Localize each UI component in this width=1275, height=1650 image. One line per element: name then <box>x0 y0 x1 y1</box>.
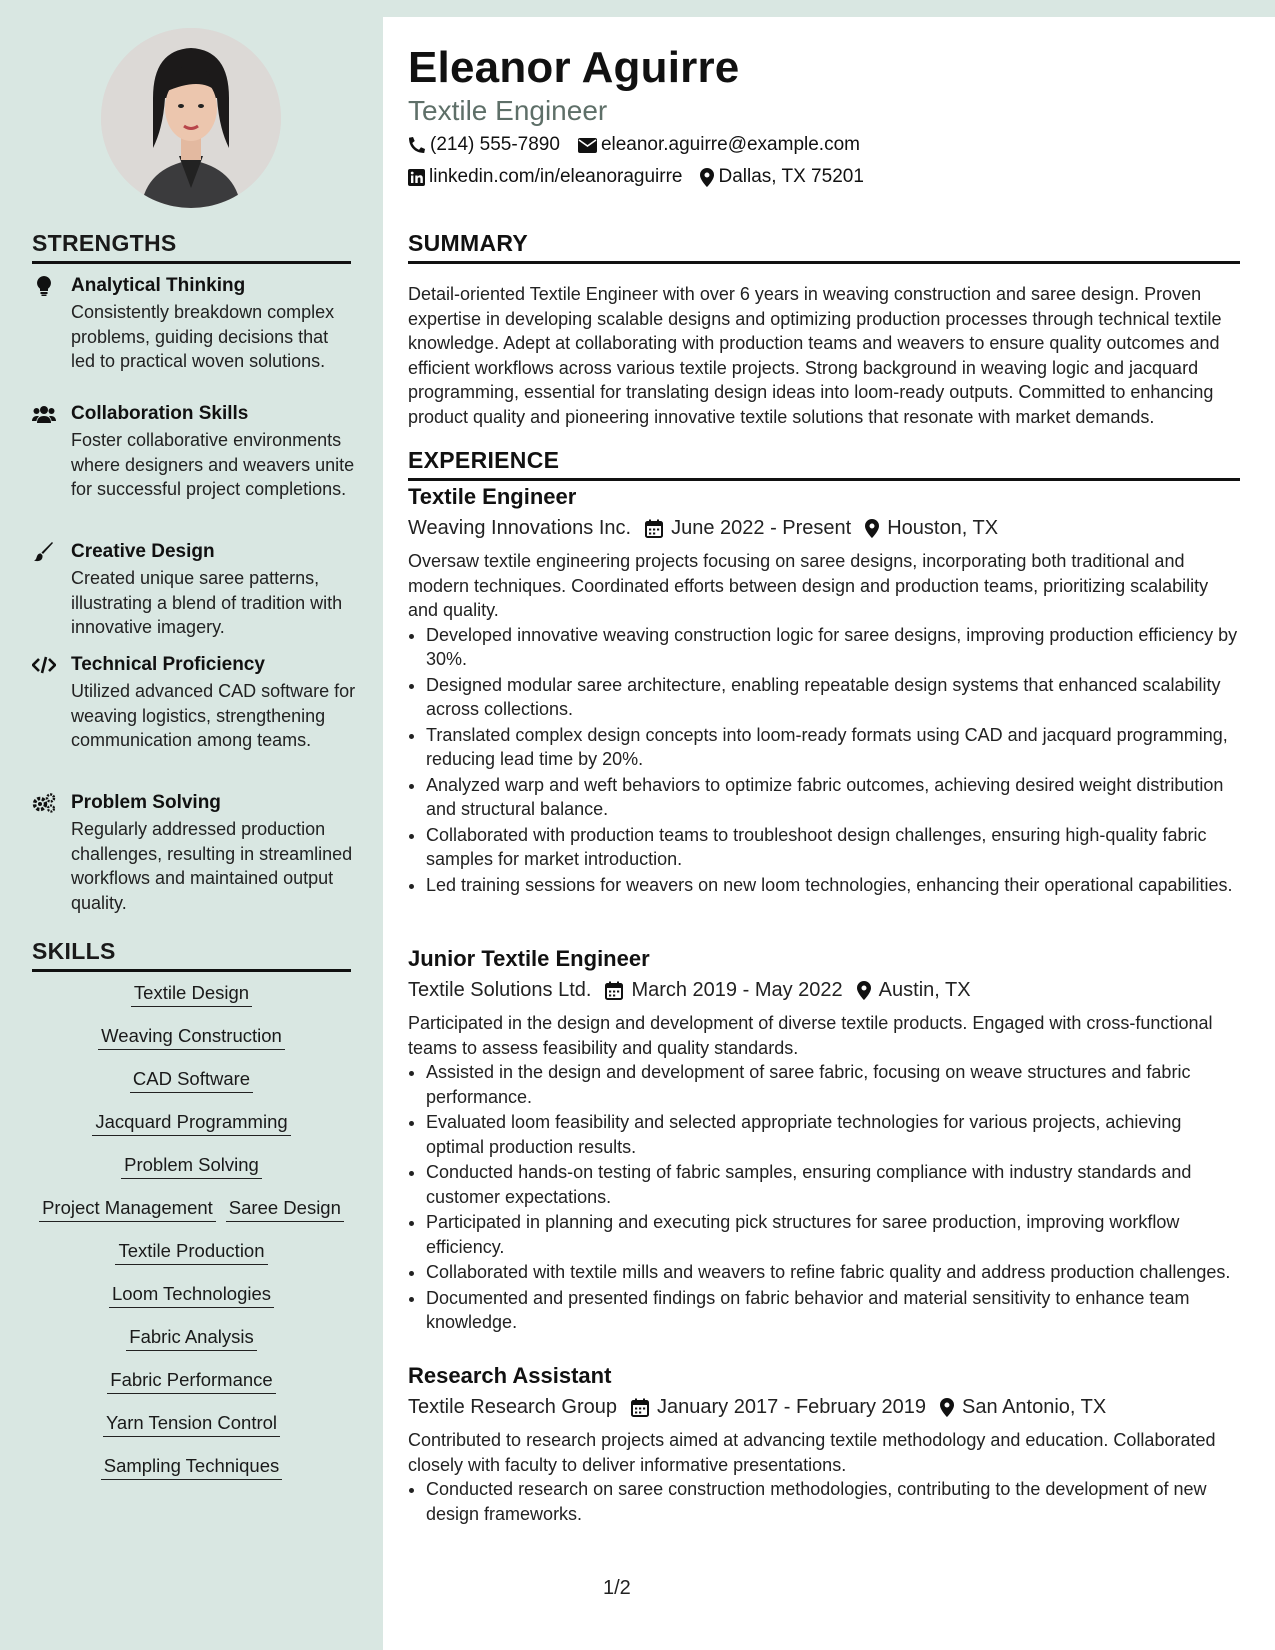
job-entry-meta <box>408 514 1243 542</box>
job-description: Contributed to research projects aimed at advancing textile methodology and education. Collaborated closely with faculty to deliver informative presentations. <box>408 1430 1216 1475</box>
job-bullet: • Designed modular saree architecture, enabling repeatable design systems that enhanced scalability across collections. <box>426 673 1243 722</box>
contact-row <box>408 166 864 188</box>
job-entry <box>408 1361 1243 1527</box>
strength-title: Creative Design <box>71 541 215 562</box>
skill-tag: Saree Design <box>226 1197 344 1222</box>
strength-desc: Regularly addressed production challenges, resulting in streamlined workflows and maintained output quality. <box>71 819 353 913</box>
job-entry-title: Research Assistant <box>408 1363 612 1388</box>
phone-text: (214) 555-7890 <box>430 134 560 155</box>
calendar-icon <box>605 981 623 1000</box>
skill-tag: Problem Solving <box>121 1154 262 1179</box>
job-bullet: • Conducted research on saree construction methodologies, contributing to the development of new design frameworks. <box>426 1477 1243 1526</box>
location-text: Dallas, TX 75201 <box>718 166 864 187</box>
map-pin-icon <box>700 168 714 187</box>
job-entry <box>408 482 1243 898</box>
job-entry <box>408 944 1243 1336</box>
job-bullet: • Translated complex design concepts into loom-ready formats using CAD and jacquard programming, reducing lead time by 20%. <box>426 723 1243 772</box>
contact-row <box>408 134 860 156</box>
summary-heading: SUMMARY <box>408 230 1240 264</box>
phone-icon <box>408 136 426 154</box>
job-bullets <box>408 1477 1243 1526</box>
job-bullet: • Evaluated loom feasibility and selected appropriate technologies for various projects, achieving optimal production results. <box>426 1110 1243 1159</box>
skill-tag: Fabric Analysis <box>126 1326 256 1351</box>
company-name: Textile Solutions Ltd. <box>408 979 592 1001</box>
calendar-icon <box>631 1398 649 1417</box>
sidebar <box>0 0 383 1650</box>
company-name: Weaving Innovations Inc. <box>408 517 632 539</box>
strength-title: Analytical Thinking <box>71 275 246 296</box>
linkedin-icon <box>408 169 425 186</box>
job-bullet: • Documented and presented findings on fabric behavior and material sensitivity to enhance team knowledge. <box>426 1286 1243 1335</box>
skill-tag: Fabric Performance <box>107 1369 275 1394</box>
skill-tag: Textile Production <box>115 1240 267 1265</box>
job-description: Oversaw textile engineering projects focusing on saree designs, incorporating both traditional and modern techniques. Coordinated efforts between design and production teams, prioritizing scalability and quality. <box>408 551 1209 620</box>
skill-tag: CAD Software <box>130 1068 253 1093</box>
summary-text: Detail-oriented Textile Engineer with over 6 years in weaving construction and saree design. Proven expertise in developing scalable designs and optimizing production processes through technical textile knowledge. Adept at collaborating with production teams and weavers to ensure quality outcomes and efficient workflows across various textile projects. Strong background in weaving logic and jacquard programming, essential for translating design ideas into loom-ready outputs. Committed to enhancing product quality and pioneering innovative textile solutions that resonate with market demands. <box>408 284 1222 427</box>
job-description: Participated in the design and development of diverse textile products. Engaged with cross-functional teams to assess feasibility and quality standards. <box>408 1013 1213 1058</box>
job-entry-meta <box>408 976 1243 1004</box>
strength-desc: Created unique saree patterns, illustrating a blend of tradition with innovative imagery. <box>71 568 343 637</box>
job-bullets <box>408 1060 1243 1335</box>
map-pin-icon <box>857 981 871 1000</box>
skills-heading: SKILLS <box>32 938 351 972</box>
skills-list <box>32 982 351 1498</box>
job-dates: January 2017 - February 2019 <box>656 1396 927 1418</box>
strength-desc: Foster collaborative environments where designers and weavers unite for successful project completions. <box>71 430 355 499</box>
job-bullet: • Collaborated with textile mills and weavers to refine fabric quality and address production challenges. <box>426 1260 1243 1285</box>
job-title: Textile Engineer <box>408 95 608 126</box>
users-icon <box>32 403 56 425</box>
job-bullet: • Led training sessions for weavers on new loom technologies, enhancing their operational capabilities. <box>426 873 1243 898</box>
job-dates: March 2019 - May 2022 <box>631 979 843 1001</box>
skill-tag: Jacquard Programming <box>92 1111 290 1136</box>
job-entry-meta <box>408 1393 1243 1421</box>
strength-desc: Consistently breakdown complex problems, guiding decisions that led to practical woven solutions. <box>71 302 335 371</box>
job-dates: June 2022 - Present <box>671 517 852 539</box>
page-number: 1/2 <box>603 1577 631 1599</box>
skill-tag: Weaving Construction <box>98 1025 285 1050</box>
skill-tag: Loom Technologies <box>109 1283 274 1308</box>
job-bullets <box>408 623 1243 898</box>
job-location: Houston, TX <box>887 517 999 539</box>
job-bullet: • Collaborated with production teams to troubleshoot design challenges, ensuring high-quality fabric samples for market introduction. <box>426 823 1243 872</box>
linkedin-link[interactable]: linkedin.com/in/eleanoraguirre <box>429 166 683 187</box>
strengths-heading: STRENGTHS <box>32 230 351 264</box>
gears-icon <box>32 792 56 814</box>
code-icon <box>32 654 56 676</box>
skill-tag: Yarn Tension Control <box>103 1412 280 1437</box>
candidate-name: Eleanor Aguirre <box>408 43 740 92</box>
skill-tag: Textile Design <box>131 982 252 1007</box>
job-location: Austin, TX <box>878 979 971 1001</box>
strength-title: Collaboration Skills <box>71 403 249 424</box>
job-bullet: • Assisted in the design and development of saree fabric, focusing on weave structures and fabric performance. <box>426 1060 1243 1109</box>
job-bullet: • Developed innovative weaving construction logic for saree designs, improving production efficiency by 30%. <box>426 623 1243 672</box>
job-bullet: • Participated in planning and executing pick structures for saree production, improving workflow efficiency. <box>426 1210 1243 1259</box>
job-bullet: • Conducted hands-on testing of fabric samples, ensuring compliance with industry standards and customer expectations. <box>426 1160 1243 1209</box>
map-pin-icon <box>940 1398 954 1417</box>
profile-photo <box>101 28 281 208</box>
skill-tag: Project Management <box>39 1197 216 1222</box>
lightbulb-icon <box>32 275 56 297</box>
calendar-icon <box>645 519 663 538</box>
strength-desc: Utilized advanced CAD software for weaving logistics, strengthening communication among teams. <box>71 681 356 750</box>
strength-title: Problem Solving <box>71 792 221 813</box>
map-pin-icon <box>865 519 879 538</box>
envelope-icon <box>578 138 597 153</box>
main-content <box>383 17 1275 1650</box>
job-location: San Antonio, TX <box>962 1396 1107 1418</box>
job-bullet: • Analyzed warp and weft behaviors to optimize fabric outcomes, achieving desired weight distribution and structural balance. <box>426 773 1243 822</box>
email-link[interactable]: eleanor.aguirre@example.com <box>600 134 860 155</box>
job-entry-title: Junior Textile Engineer <box>408 946 650 971</box>
job-entry-title: Textile Engineer <box>408 484 577 509</box>
paintbrush-icon <box>32 541 56 563</box>
skill-tag: Sampling Techniques <box>101 1455 283 1480</box>
strength-title: Technical Proficiency <box>71 654 265 675</box>
company-name: Textile Research Group <box>408 1396 617 1418</box>
experience-heading: EXPERIENCE <box>408 447 1240 481</box>
